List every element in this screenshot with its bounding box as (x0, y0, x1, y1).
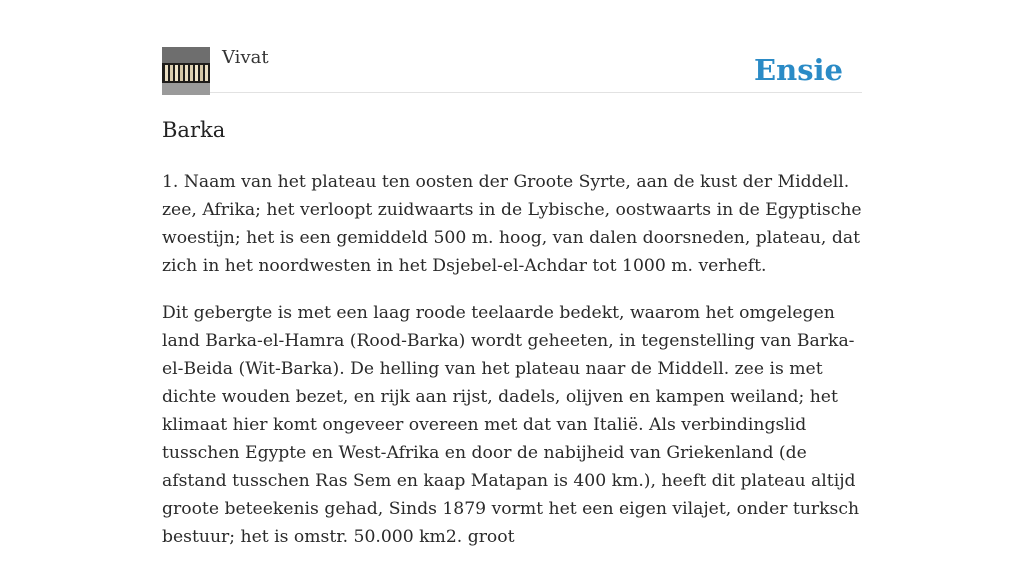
article-paragraph-1: 1. Naam van het plateau ten oosten der Groote Syrte, aan de kust der Middell. zee, Afrika; het verloopt zuidwaarts in de Lybische, oostwaarts in de Egyptische woestijn; het is een gemiddeld 500 m. hoog, van dalen doorsneden, plateau, dat zich in het noordwesten in het Dsjebel-el-Achdar tot 1000 m. verheft. (162, 172, 862, 276)
source-avatar[interactable] (162, 47, 210, 95)
article-title: Barka (162, 118, 226, 142)
article-body (162, 168, 862, 570)
article-paragraph-2: Dit gebergte is met een laag roode teelaarde bedekt, waarom het omgelegen land Barka-el-Hamra (Rood-Barka) wordt geheeten, in tegenstelling van Barka-el-Beida (Wit-Barka). De helling van het plateau naar de Middell. zee is met dichte wouden bezet, en rijk aan rijst, dadels, olijven en kampen weiland; het klimaat hier komt ongeveer overeen met dat van Italië. Als verbindingslid tusschen Egypte en West-Afrika en door de nabijheid van Griekenland (de afstand tusschen Ras Sem en kaap Matapan is 400 km.), heeft dit plateau altijd groote beteekenis gehad, Sinds 1879 vormt het een eigen vilajet, onder turksch bestuur; het is omstr. 50.000 km2. groot (162, 303, 860, 547)
source-name[interactable]: Vivat (222, 47, 269, 68)
book-spines-icon (162, 47, 210, 95)
header (162, 46, 862, 93)
ensie-logo[interactable]: Ensie (754, 53, 843, 87)
